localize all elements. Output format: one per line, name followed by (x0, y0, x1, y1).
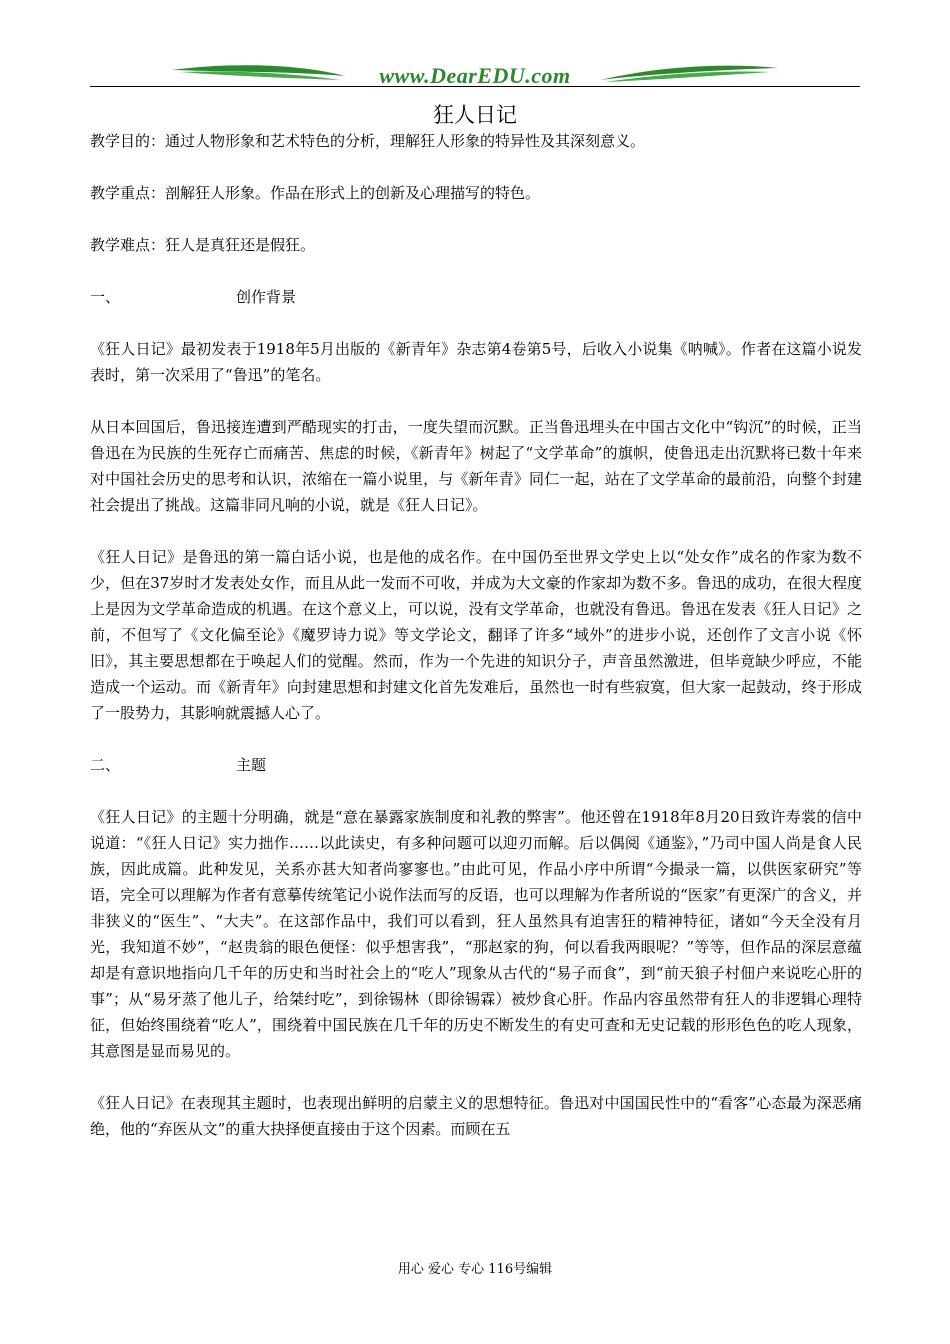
header-rule (90, 86, 860, 87)
section-number: 一、 (90, 288, 121, 306)
paragraph: 《狂人日记》最初发表于1918年5月出版的《新青年》杂志第4卷第5号，后收入小说集《呐喊》。作者在这篇小说发表时，第一次采用了“鲁迅”的笔名。 (90, 340, 862, 384)
teaching-difficulty: 教学难点：狂人是真狂还是假狂。 (90, 236, 316, 254)
document-body (90, 128, 862, 1168)
document-title: 狂人日记 (433, 103, 517, 127)
paragraph: 《狂人日记》的主题十分明确，就是“意在暴露家族制度和礼教的弊害”。他还曾在1918年8月20日致许寿裳的信中说道：“《狂人日记》实力拙作……以此读史，有多种问题可以迎刃而解。后以偶阅《通鉴》，”乃司中国人尚是食人民族，因此成篇。此种发见，关系亦甚大知者尚寥寥也。”由此可见，作品小序中所谓“今撮录一篇，以供医家研究”等语，完全可以理解为作者有意摹传统笔记小说作法而写的反语，也可以理解为作者所说的“医家”有更深广的含义，并非狭义的“医生”、“大夫”。在这部作品中，我们可以看到，狂人虽然具有迫害狂的精神特征，诸如“今天全没有月光，我知道不妙”，“赵贵翁的眼色便怪：似乎想害我”，“那赵家的狗，何以看我两眼呢？”等等，但作品的深层意蕴却是有意识地指向几千年的历史和当时社会上的“吃人”现象从古代的“易子而食”，到“前天狼子村佃户来说吃心肝的事”；从“易牙蒸了他儿子，给桀纣吃”，到徐锡林（即徐锡霖）被炒食心肝。作品内容虽然带有狂人的非逻辑心理特征，但始终围绕着“吃人”，围绕着中国民族在几千年的历史不断发生的有史可查和无史记载的形形色色的吃人现象，其意图是显而易见的。 (90, 808, 862, 1060)
teaching-aim: 教学目的：通过人物形象和艺术特色的分析，理解狂人形象的特异性及其深刻意义。 (90, 132, 646, 150)
teaching-focus: 教学重点：剖解狂人形象。作品在形式上的创新及心理描写的特色。 (90, 184, 541, 202)
section-title: 主题 (236, 756, 267, 774)
section-title: 创作背景 (236, 288, 297, 306)
paragraph: 《狂人日记》是鲁迅的第一篇白话小说，也是他的成名作。在中国仍至世界文学史上以“处女作”成名的作家为数不少，但在37岁时才发表处女作，而且从此一发而不可收，并成为大文豪的作家却为数不多。鲁迅的成功，在很大程度上是因为文学革命造成的机遇。在这个意义上，可以说，没有文学革命，也就没有鲁迅。鲁迅在发表《狂人日记》之前，不但写了《文化偏至论》《魔罗诗力说》等文学论文，翻译了许多“域外”的进步小说，还创作了文言小说《怀旧》，其主要思想都在于唤起人们的觉醒。然而，作为一个先进的知识分子，声音虽然激进，但毕竟缺少呼应，不能造成一个运动。而《新青年》向封建思想和封建文化首先发难后，虽然也一时有些寂寞，但大家一起鼓动，终于形成了一股势力，其影响就震撼人心了。 (90, 548, 862, 722)
paragraph: 从日本回国后，鲁迅接连遭到严酷现实的打击，一度失望而沉默。正当鲁迅埋头在中国古文化中“钩沉”的时候，正当鲁迅在为民族的生死存亡而痛苦、焦虑的时候，《新青年》树起了“文学革命”的旗帜，使鲁迅走出沉默将已数十年来对中国社会历史的思考和认识，浓缩在一篇小说里，与《新年青》同仁一起，站在了文学革命的最前沿，向整个封建社会提出了挑战。这篇非同凡响的小说，就是《狂人日记》。 (90, 418, 862, 514)
page-footer: 用心 爱心 专心 116号编辑 (397, 1262, 553, 1277)
section-number: 二、 (90, 756, 121, 774)
site-logo: www.DearEDU.com (379, 63, 571, 88)
section-heading-2 (90, 752, 862, 778)
paragraph: 《狂人日记》在表现其主题时，也表现出鲜明的启蒙主义的思想特征。鲁迅对中国国民性中的“看客”心态最为深恶痛绝，他的“弃医从文”的重大抉择便直接由于这个因素。而顾在五 (90, 1094, 862, 1138)
section-heading-1 (90, 284, 862, 310)
